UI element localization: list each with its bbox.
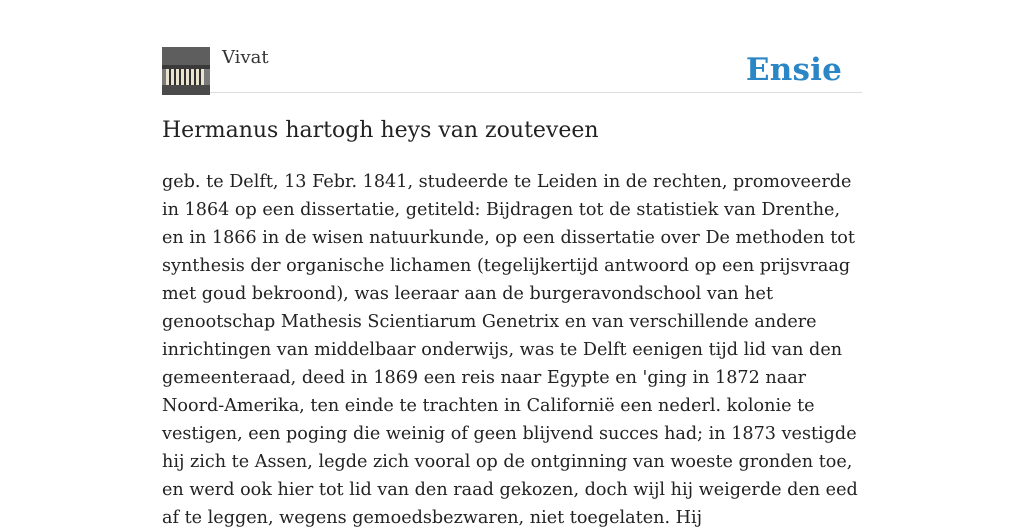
ensie-logo[interactable]: Ensie bbox=[745, 52, 842, 88]
article-title: Hermanus hartogh heys van zouteveen bbox=[162, 118, 599, 143]
source-avatar[interactable] bbox=[162, 47, 210, 95]
article-body: geb. te Delft, 13 Febr. 1841, studeerde te Leiden in de rechten, promoveerde in 1864 op een dissertatie, getiteld: Bijdragen tot de statistiek van Drenthe, en in 1866 in de wisen natuurkunde, op een dissertatie over De methoden tot synthesis der organische lichamen (tegelijkertijd antwoord op een prijsvraag met goud bekroond), was leeraar aan de burgeravondschool van het genootschap Mathesis Scientiarum Genetrix en van verschillende andere inrichtingen van middelbaar onderwijs, was te Delft eenigen tijd lid van den gemeenteraad, deed in 1869 een reis naar Egypte en 'ging in 1872 naar Noord-Amerika, ten einde te trachten in Californië een nederl. kolonie te vestigen, een poging die weinig of geen blijvend succes had; in 1873 vestigde hij zich te Assen, legde zich vooral op de ontginning van woeste gronden toe, en werd ook hier tot lid van den raad gekozen, doch wijl hij weigerde den eed af te leggen, wegens gemoedsbezwaren, niet toegelaten. Hij bbox=[162, 172, 858, 528]
book-spines-icon bbox=[162, 47, 210, 95]
header bbox=[162, 46, 862, 93]
source-name[interactable]: Vivat bbox=[222, 47, 269, 68]
